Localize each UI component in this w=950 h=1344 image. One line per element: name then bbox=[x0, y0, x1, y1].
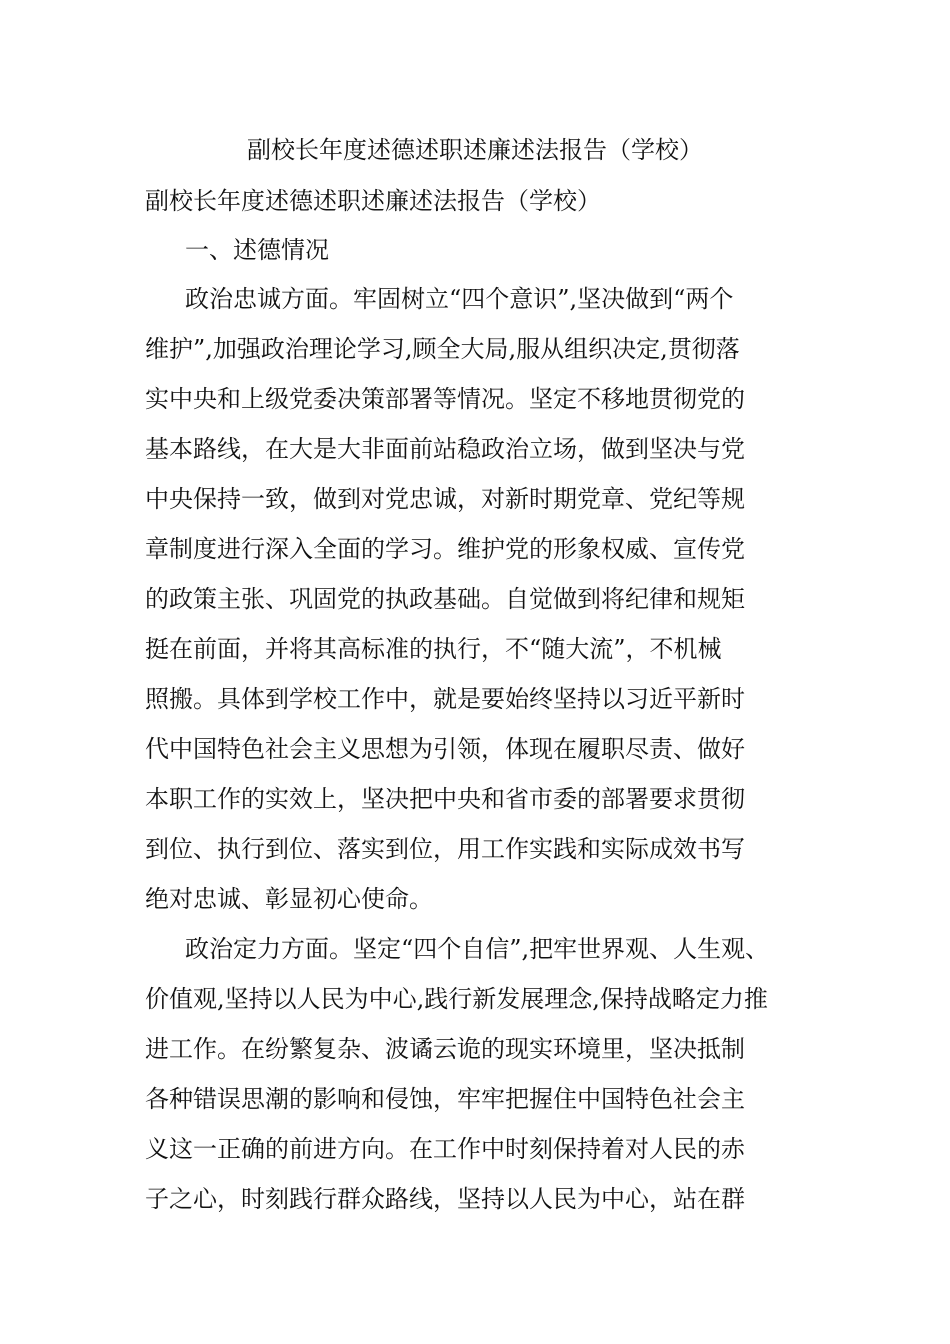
paragraph-line: 价值观,坚持以人民为中心,践行新发展理念,保持战略定力推 bbox=[145, 985, 768, 1013]
paragraph-line: 的政策主张、巩固党的执政基础。自觉做到将纪律和规矩 bbox=[145, 585, 745, 613]
paragraph-line: 挺在前面，并将其高标准的执行，不“随大流”，不机械 bbox=[145, 635, 722, 663]
paragraph-line: 代中国特色社会主义思想为引领，体现在履职尽责、做好 bbox=[145, 735, 745, 763]
section-heading: 一、述德情况 bbox=[185, 236, 329, 264]
paragraph-line: 照搬。具体到学校工作中，就是要始终坚持以习近平新时 bbox=[145, 685, 745, 713]
paragraph-line: 章制度进行深入全面的学习。维护党的形象权威、宣传党 bbox=[145, 535, 745, 563]
paragraph-line: 各种错误思潮的影响和侵蚀，牢牢把握住中国特色社会主 bbox=[145, 1085, 745, 1113]
paragraph-line: 本职工作的实效上，坚决把中央和省市委的部署要求贯彻 bbox=[145, 785, 745, 813]
paragraph-line: 政治忠诚方面。牢固树立“四个意识”,坚决做到“两个 bbox=[185, 285, 734, 313]
paragraph-line: 到位、执行到位、落实到位，用工作实践和实际成效书写 bbox=[145, 835, 745, 863]
paragraph-line: 进工作。在纷繁复杂、波谲云诡的现实环境里，坚决抵制 bbox=[145, 1035, 745, 1063]
paragraph-line: 政治定力方面。坚定“四个自信”,把牢世界观、人生观、 bbox=[185, 935, 770, 963]
document-subtitle: 副校长年度述德述职述廉述法报告（学校） bbox=[145, 187, 601, 215]
paragraph-line: 维护”,加强政治理论学习,顾全大局,服从组织决定,贯彻落 bbox=[145, 335, 740, 363]
paragraph-line: 中央保持一致，做到对党忠诚，对新时期党章、党纪等规 bbox=[145, 485, 745, 513]
paragraph-line: 基本路线，在大是大非面前站稳政治立场，做到坚决与党 bbox=[145, 435, 745, 463]
paragraph-line: 实中央和上级党委决策部署等情况。坚定不移地贯彻党的 bbox=[145, 385, 745, 413]
paragraph-line: 子之心，时刻践行群众路线，坚持以人民为中心，站在群 bbox=[145, 1185, 745, 1213]
document-title: 副校长年度述德述职述廉述法报告（学校） bbox=[247, 136, 703, 164]
paragraph-line: 义这一正确的前进方向。在工作中时刻保持着对人民的赤 bbox=[145, 1135, 745, 1163]
paragraph-line: 绝对忠诚、彰显初心使命。 bbox=[145, 885, 433, 913]
